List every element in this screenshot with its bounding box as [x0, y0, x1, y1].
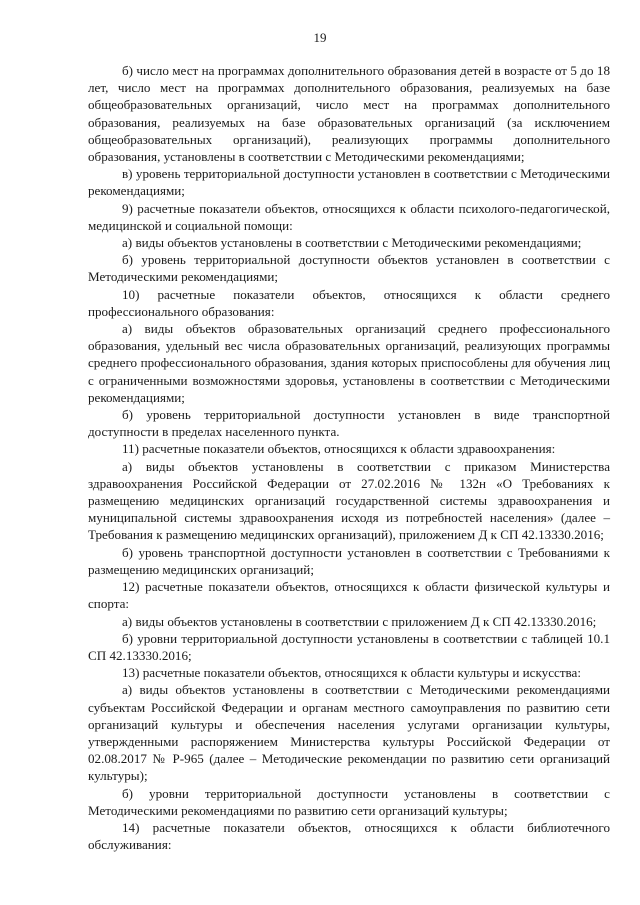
paragraph: 10) расчетные показатели объектов, относящихся к области среднего профессионального образования:	[88, 286, 610, 319]
paragraph: а) виды объектов образовательных организаций среднего профессионального образования, удельный вес числа образовательных организаций, реализующих программы среднего профессионального образования, здания которых приспособлены для обучения лиц с ограниченными возможностями здоровья, установлены в соответствии с Методическими рекомендациями;	[88, 321, 610, 405]
paragraph: а) виды объектов установлены в соответствии с Методическими рекомендациями субъектам Российской Федерации и органам местного самоуправления по развитию сети организаций культуры и обеспечения населения услугами организации культуры, утвержденными распоряжением Министерства культуры Российской Федерации от 02.08.2017 № Р-965 (далее – Методические рекомендации по развитию сети организаций культуры);	[88, 682, 610, 784]
paragraph: б) уровень территориальной доступности объектов установлен в соответствии с Методическими рекомендациями;	[88, 252, 610, 285]
paragraph: а) виды объектов установлены в соответствии с Методическими рекомендациями;	[122, 235, 582, 251]
paragraph: б) уровни территориальной доступности установлены в соответствии с таблицей 10.1 СП 42.13330.2016;	[88, 630, 610, 663]
document-body	[88, 62, 610, 853]
paragraph: б) уровни территориальной доступности установлены в соответствии с Методическими рекомендациями по развитию сети организаций культуры;	[88, 785, 610, 818]
paragraph: 13) расчетные показатели объектов, относящихся к области культуры и искусства:	[122, 665, 581, 681]
page-number: 19	[313, 30, 327, 45]
paragraph: 9) расчетные показатели объектов, относящихся к области психолого-педагогической, медицинской и социальной помощи:	[88, 200, 610, 233]
paragraph: б) уровень транспортной доступности установлен в соответствии с Требованиями к размещению медицинских организаций;	[88, 544, 610, 577]
paragraph: а) виды объектов установлены в соответствии с приказом Министерства здравоохранения Российской Федерации от 27.02.2016 № 132н «О Требованиях к размещению медицинских организаций государственной системы здравоохранения и муниципальной системы здравоохранения исходя из потребностей населения» (далее – Требования к размещению медицинских организаций), приложением Д к СП 42.13330.2016;	[88, 458, 610, 543]
paragraph: а) виды объектов установлены в соответствии с приложением Д к СП 42.13330.2016;	[122, 613, 597, 629]
paragraph: 12) расчетные показатели объектов, относящихся к области физической культуры и спорта:	[88, 579, 610, 612]
paragraph: 14) расчетные показатели объектов, относящихся к области библиотечного обслуживания:	[88, 819, 610, 853]
paragraph: в) уровень территориальной доступности установлен в соответствии с Методическими рекомендациями;	[88, 166, 610, 199]
paragraph: 11) расчетные показатели объектов, относящихся к области здравоохранения:	[122, 441, 556, 457]
paragraph: б) число мест на программах дополнительного образования детей в возрасте от 5 до 18 лет, число мест на программах дополнительного образования, реализуемых на базе общеобразовательных организаций, число мест на программах дополнительного образования, реализуемых на базе образовательных организаций (за исключением общеобразовательных организаций), реализующих программы дополнительного образования, установлены в соответствии с Методическими рекомендациями;	[88, 63, 610, 165]
paragraph: б) уровень территориальной доступности установлен в виде транспортной доступности в пределах населенного пункта.	[88, 407, 610, 440]
